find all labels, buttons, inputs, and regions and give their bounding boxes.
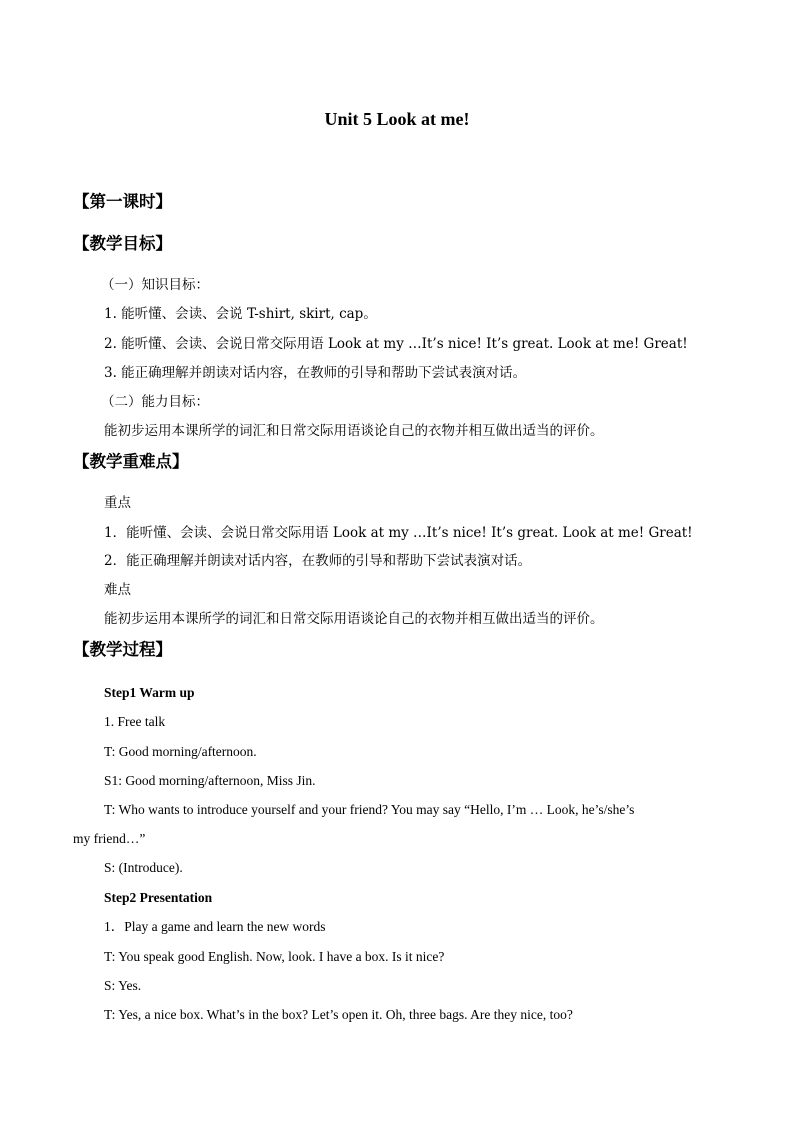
step1-line-6: S: (Introduce). (104, 860, 183, 875)
document-title: Unit 5 Look at me! (324, 109, 470, 129)
ability-objectives-label: （二）能力目标： (101, 394, 209, 410)
step2-title: Step2 Presentation (104, 890, 213, 905)
objectives-heading: 【教学目标】 (73, 234, 172, 253)
objective-item-2: 2. 能听懂、会读、会说日常交际用语 Look at my …It’s nice! It’s great. Look at me! Great! (104, 336, 688, 352)
key-point-item-2: 2．能正确理解并朗读对话内容，在教师的引导和帮助下尝试表演对话。 (104, 553, 532, 569)
step1-title: Step1 Warm up (104, 685, 195, 700)
step1-line-1: 1. Free talk (104, 714, 166, 729)
knowledge-objectives-label: （一）知识目标： (101, 277, 209, 293)
step2-line-4: T: Yes, a nice box. What’s in the box? Let’s open it. Oh, three bags. Are they nice, too? (104, 1007, 573, 1022)
process-heading: 【教学过程】 (73, 640, 172, 659)
step1-line-5: my friend…” (73, 831, 146, 846)
step1-line-4: T: Who wants to introduce yourself and your friend? You may say “Hello, I’m … Look, he’s/she’s (104, 802, 635, 817)
difficult-point-label: 难点 (104, 582, 131, 598)
key-point-label: 重点 (104, 495, 131, 511)
objective-item-3: 3. 能正确理解并朗读对话内容，在教师的引导和帮助下尝试表演对话。 (104, 365, 527, 381)
difficult-point-text: 能初步运用本课所学的词汇和日常交际用语谈论自己的衣物并相互做出适当的评价。 (104, 611, 604, 627)
step2-line-3: S: Yes. (104, 978, 142, 993)
key-points-heading: 【教学重难点】 (73, 452, 189, 471)
objective-item-1: 1. 能听懂、会读、会说 T-shirt, skirt, cap。 (104, 306, 377, 322)
step2-line-1: 1．Play a game and learn the new words (104, 919, 326, 934)
key-point-item-1: 1．能听懂、会读、会说日常交际用语 Look at my …It’s nice! It’s great. Look at me! Great! (104, 525, 693, 541)
step2-line-2: T: You speak good English. Now, look. I have a box. Is it nice? (104, 949, 445, 964)
step1-line-3: S1: Good morning/afternoon, Miss Jin. (104, 773, 316, 788)
lesson-heading: 【第一课时】 (73, 192, 172, 211)
step1-line-2: T: Good morning/afternoon. (104, 744, 257, 759)
ability-objective-text: 能初步运用本课所学的词汇和日常交际用语谈论自己的衣物并相互做出适当的评价。 (104, 423, 604, 439)
